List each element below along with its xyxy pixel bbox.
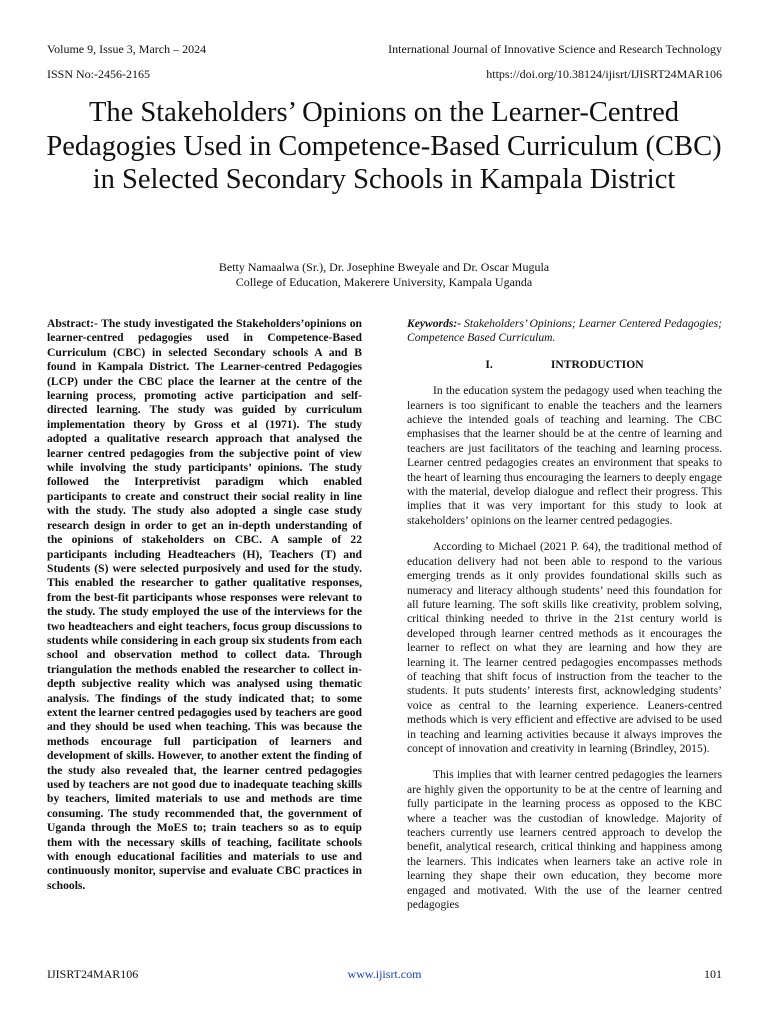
left-column [47,317,362,893]
section-heading-introduction [407,358,722,372]
keywords [407,317,722,346]
website-link[interactable]: www.ijisrt.com [347,967,422,981]
volume-issue: Volume 9, Issue 3, March – 2024 [47,42,207,56]
paper-code: IJISRT24MAR106 [47,967,139,981]
abstract-label: Abstract:- [47,317,98,330]
issn: ISSN No:-2456-2165 [47,67,151,81]
intro-paragraph-1: In the education system the pedagogy used when teaching the learners is too significant to enable the teachers and the learners achieve the intended goals of teaching and learning. The CBC emphasises that the learner should be at the centre of learning and teachers are just facilitators of the teaching and learning process. Learner centred pedagogies creates an environment that speaks to the heart of learning thus encouraging the learners to deeply engage with the material, develop dialogue and reflect their progress. This implies that it was very important for this study to look at stakeholders’ opinions on the learner centred pedagogies. [407,384,722,527]
abstract [47,317,362,893]
journal-name: International Journal of Innovative Science and Research Technology [388,42,722,56]
keywords-label: Keywords:- [407,317,462,330]
section-number: I. [485,357,493,371]
right-column [407,317,722,924]
author-list: Betty Namaalwa (Sr.), Dr. Josephine Bweyale and Dr. Oscar Mugula [218,260,550,274]
doi-link[interactable]: https://doi.org/10.38124/ijisrt/IJISRT24MAR106 [486,67,722,81]
abstract-text: The study investigated the Stakeholders’opinions on learner-centred pedagogies used in Competence-Based Curriculum (CBC) in selected Secondary schools A and B found in Kampala District. The Learner-centred Pedagogies (LCP) under the CBC place the learner at the centre of the learning process, promoting active participation and self-directed learning. The study was guided by curriculum implementation theory by Gross et al (1971). The study adopted a qualitative research approach that analysed the learner centred pedagogies from the subjective point of view while involving the study participants’ opinions. The study followed the Interpretivist paradigm which enabled participants to create and construct their social reality in line with the study. The study also adopted a single case study research design in order to get an in-depth understanding of the opinions of stakeholders on CBC. A sample of 22 participants including Headteachers (H), Teachers (T) and Students (S) were selected purposively and used for the study. This enabled the researcher to gather qualitative responses, from the best-fit participants whose responses were relevant to the study. The study employed the use of the interviews for the two headteachers and eight teachers, focus group discussions to students while considering in each group six students from each school and observation method to collect data. Through triangulation the methods enabled the researcher to collect in-depth subjective reality which was analysed using thematic analysis. The findings of the study indicated that; to some extent the learner centred pedagogies used by teachers are good and they should be used when teaching. This was because the methods encourage full participation of learners and development of skills. However, to another extent the finding of the study also revealed that, the learner centred pedagogies used by teachers are not good due to inadequate teaching skills by teachers, limited materials to use and methods are time consuming. The study recommended that, the government of Uganda through the MoES to; train teachers so as to equip them with the necessary skills of teaching, facilitate schools with enough educational facilities and materials to use and continuously monitor, supervise and evaluate CBC practices in schools. [47,317,362,892]
keywords-text: Stakeholders’ Opinions; Learner Centered Pedagogies; Competence Based Curriculum. [407,317,722,345]
affiliation: College of Education, Makerere University, Kampala Uganda [235,275,533,289]
page-number: 101 [704,967,722,981]
intro-paragraph-3: This implies that with learner centred pedagogies the learners are highly given the opportunity to be at the centre of learning and fully participate in the learning process as opposed to the KBC where a teacher was the custodian of knowledge. Majority of teachers currently use learners centred approach to develop the benefit, analytical research, critical thinking and happiness among the learners. This indicates when learners take an active role in learning they shape their own education, they become more engaged and motivated. With the use of the learner centred pedagogies [407,768,722,912]
intro-paragraph-2: According to Michael (2021 P. 64), the traditional method of education delivery had not been able to respond to the various emerging trends as it only provides foundational skills such as numeracy and literacy although students’ need this foundation for all future learning. The soft skills like creativity, problem solving, critical thinking needed to thrive in the 21st century world is developed through learner centred methods as it encourages the learner to reflect on what they are learning and how they are learning it. The learner centred pedagogies encompasses methods of teaching that shift focus of instruction from the teacher to the students. It puts students’ interests first, acknowledging students’ voice as central to the learning experience. Leaners-centred methods which is very efficient and effective are advised to be used in teaching and learning activities because it always improves the concept of innovation and creativity in learning (Brindley, 2015). [407,540,722,755]
section-title: INTRODUCTION [550,357,644,371]
paper-title: The Stakeholders’ Opinions on the Learner-Centred Pedagogies Used in Competence-Based Curriculum (CBC) in Selected Secondary Schools in Kampala District [46,97,722,195]
